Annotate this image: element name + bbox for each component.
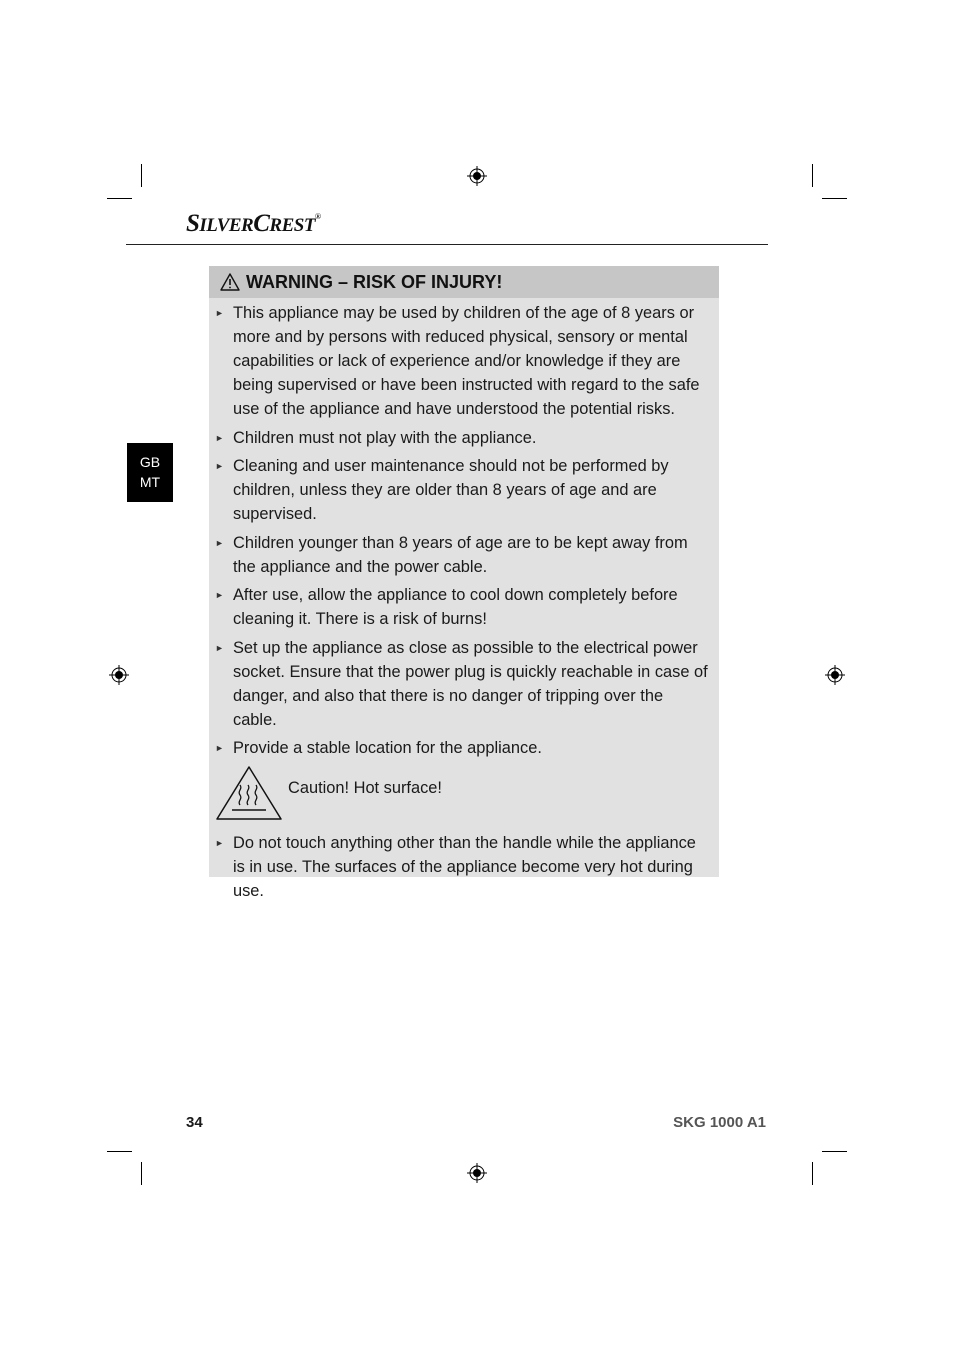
- language-code: MT: [139, 474, 161, 490]
- crop-mark: [822, 1151, 847, 1152]
- warning-box: [209, 266, 719, 900]
- list-item: ► Children must not play with the appliance.: [215, 426, 709, 450]
- bullet-arrow-icon: ►: [215, 432, 224, 443]
- brand-logo: SILVERCREST®: [186, 210, 321, 237]
- registration-mark-icon: [825, 665, 845, 685]
- hot-surface-icon: [215, 765, 283, 821]
- crop-mark: [141, 1162, 142, 1185]
- page-number: 34: [186, 1114, 203, 1131]
- bullet-arrow-icon: ►: [215, 590, 224, 600]
- bullet-arrow-icon: ►: [215, 837, 224, 848]
- crop-mark: [107, 1151, 132, 1152]
- hot-surface-caution: [215, 765, 709, 821]
- list-item: ► This appliance may be used by children of the age of 8 years or more and by persons with reduced physical, sensory or mental capabilities or lack of experience and/or knowledge if they are being supervised or have been instructed with regard to the safe use of the appliance and have understood the potential risks.: [215, 301, 709, 421]
- language-code: GB: [139, 454, 161, 470]
- crop-mark: [812, 164, 813, 187]
- list-item: ► Children younger than 8 years of age are to be kept away from the appliance and the power cable.: [215, 531, 709, 579]
- list-item: ► Set up the appliance as close as possible to the electrical power socket. Ensure that the power plug is quickly reachable in case of danger, and also that there is no danger of tripping over the cable.: [215, 636, 709, 732]
- bullet-arrow-icon: ►: [215, 642, 224, 653]
- crop-mark: [822, 198, 847, 199]
- crop-mark: [141, 164, 142, 187]
- list-item: ► Cleaning and user maintenance should not be performed by children, unless they are older than 8 years of age and are supervised.: [215, 454, 709, 526]
- warning-header: [209, 266, 719, 298]
- list-item: ► Do not touch anything other than the handle while the appliance is in use. The surfaces of the appliance become very hot during use.: [215, 831, 709, 903]
- model-number: SKG 1000 A1: [673, 1114, 766, 1131]
- bullet-arrow-icon: ►: [215, 537, 224, 548]
- crop-mark: [107, 198, 132, 199]
- warning-list: [209, 298, 719, 903]
- bullet-arrow-icon: ►: [215, 461, 224, 471]
- bullet-arrow-icon: ►: [215, 743, 224, 753]
- registration-mark-icon: [109, 665, 129, 685]
- warning-triangle-icon: [220, 273, 240, 291]
- crop-mark: [812, 1162, 813, 1185]
- language-tab: [127, 443, 173, 502]
- bullet-arrow-icon: ►: [215, 308, 224, 318]
- registration-mark-icon: [467, 1163, 487, 1183]
- caution-text: Caution! Hot surface!: [288, 778, 442, 797]
- warning-title: WARNING – RISK OF INJURY!: [246, 271, 503, 292]
- registration-mark-icon: [467, 166, 487, 186]
- header-rule: [126, 244, 768, 245]
- list-item: ► After use, allow the appliance to cool down completely before cleaning it. There is a risk of burns!: [215, 583, 709, 631]
- list-item: ► Provide a stable location for the appliance.: [215, 736, 709, 760]
